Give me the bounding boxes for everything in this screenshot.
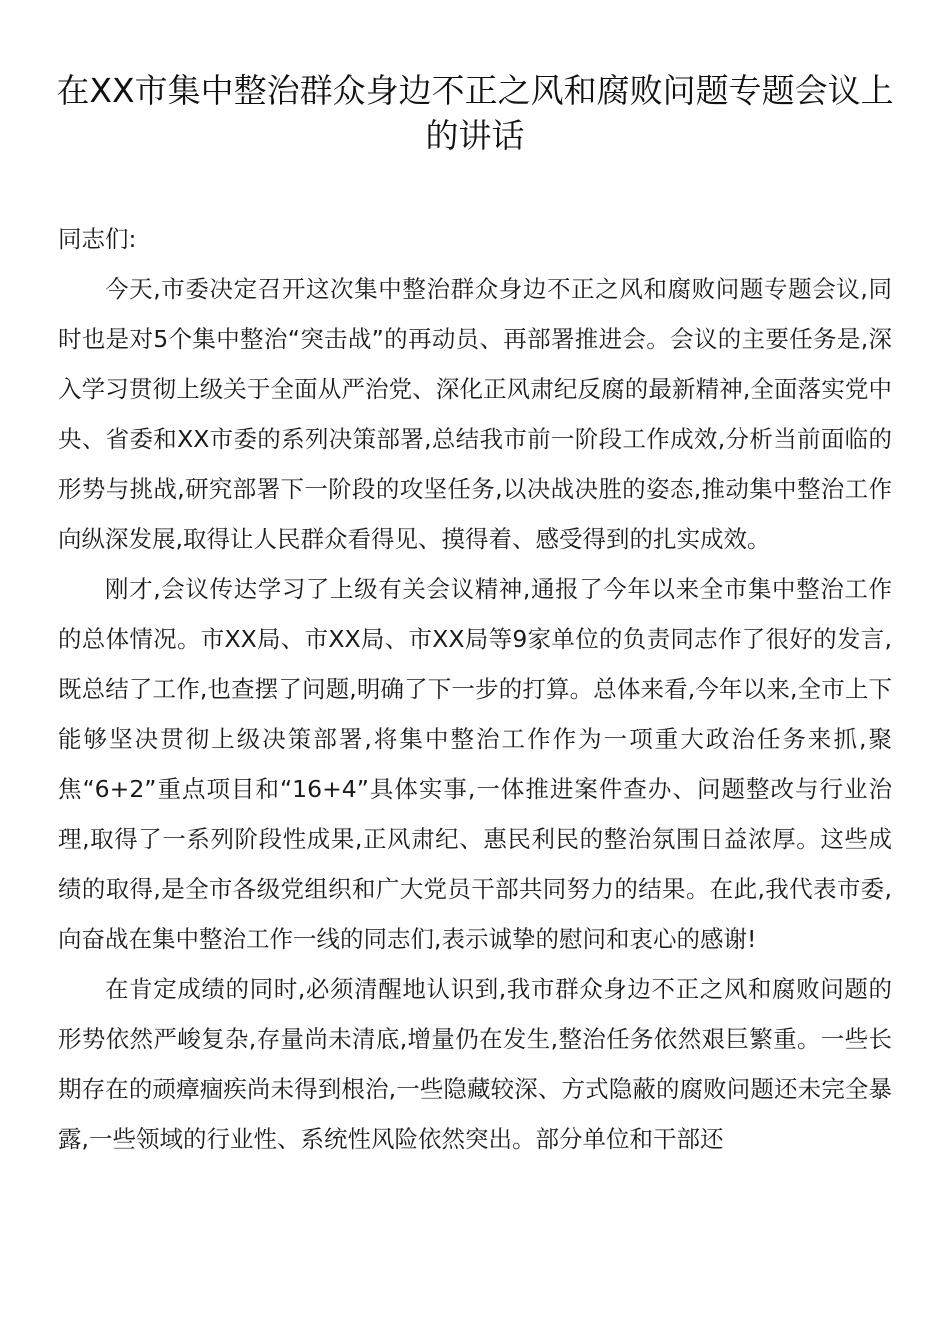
paragraph-review: 刚才,会议传达学习了上级有关会议精神,通报了今年以来全市集中整治工作的总体情况。市XX局、市XX局、市XX局等9家单位的负责同志作了很好的发言,既总结了工作,也查摆了问题,明确了下一步的打算。总体来看,今年以来,全市上下能够坚决贯彻上级决策部署,将集中整治工作作为一项重大政治任务来抓,聚焦“6+2”重点项目和“16+4”具体实事,一体推进案件查办、问题整改与行业治理,取得了一系列阶段性成果,正风肃纪、惠民利民的整治氛围日益浓厚。这些成绩的取得,是全市各级党组织和广大党员干部共同努力的结果。在此,我代表市委,向奋战在集中整治工作一线的同志们,表示诚挚的慰问和衷心的感谢! bbox=[58, 575, 892, 953]
salutation: 同志们: bbox=[58, 225, 137, 253]
paragraph-challenges: 在肯定成绩的同时,必须清醒地认识到,我市群众身边不正之风和腐败问题的形势依然严峻复杂,存量尚未清底,增量仍在发生,整治任务依然艰巨繁重。一些长期存在的顽瘴痼疾尚未得到根治,一些隐藏较深、方式隐蔽的腐败问题还未完全暴露,一些领域的行业性、系统性风险依然突出。部分单位和干部还 bbox=[58, 975, 892, 1153]
paragraph-opening: 今天,市委决定召开这次集中整治群众身边不正之风和腐败问题专题会议,同时也是对5个集中整治“突击战”的再动员、再部署推进会。会议的主要任务是,深入学习贯彻上级关于全面从严治党、深化正风肃纪反腐的最新精神,全面落实党中央、省委和XX市委的系列决策部署,总结我市前一阶段工作成效,分析当前面临的形势与挑战,研究部署下一阶段的攻坚任务,以决战决胜的姿态,推动集中整治工作向纵深发展,取得让人民群众看得见、摸得着、感受得到的扎实成效。 bbox=[58, 275, 892, 553]
document-body bbox=[58, 214, 892, 1164]
document-title: 在XX市集中整治群众身边不正之风和腐败问题专题会议上的讲话 bbox=[56, 71, 894, 155]
